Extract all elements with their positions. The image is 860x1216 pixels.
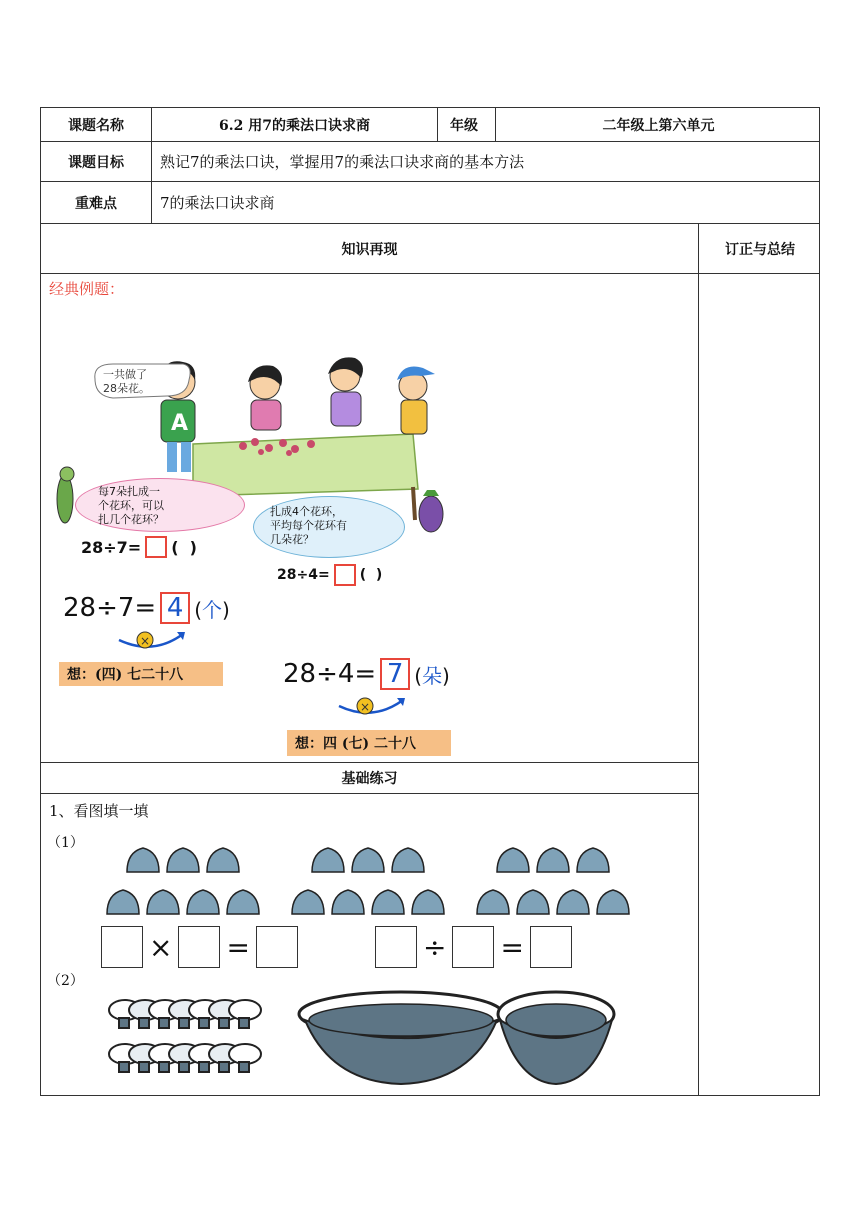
- goal-row: [40, 141, 820, 181]
- think-box-2: 想：四 (七) 二十八: [287, 730, 451, 756]
- girl-figures: [248, 357, 363, 430]
- equals-sign: =: [226, 930, 250, 964]
- knowledge-title: 知识再现: [341, 241, 398, 258]
- answer-box[interactable]: [530, 926, 572, 968]
- basket-right: [498, 992, 614, 1084]
- peach-icon: [392, 848, 424, 872]
- big-eq2-text: 28÷4=: [283, 659, 377, 689]
- goal-value: 熟记7的乘法口诀，掌握用7的乘法口诀求商的基本方法: [151, 142, 819, 181]
- small-eq1-text: 28÷7=: [81, 537, 142, 557]
- eggplant-figure: [419, 490, 443, 532]
- peach-icon: [477, 890, 509, 914]
- grade-value: 二年级上第六单元: [495, 108, 821, 141]
- divide-sign: ÷: [423, 930, 447, 964]
- content-row: [40, 273, 820, 1096]
- stone-base-icon: [199, 1018, 209, 1028]
- stone-base-icon: [179, 1062, 189, 1072]
- speech-bubble-eggplant: [253, 496, 405, 558]
- grade-label: 年级: [437, 108, 495, 141]
- basket-left: [299, 992, 503, 1084]
- big-eq1-answer: 4: [160, 592, 190, 624]
- q1-multiply-row: [101, 926, 298, 968]
- peach-icon: [127, 848, 159, 872]
- big-eq2-answer: 7: [380, 658, 410, 690]
- goal-label: 课题目标: [68, 154, 124, 171]
- topic-row: [40, 107, 820, 141]
- q1-divide-row: [375, 926, 572, 968]
- q2-illustration: [101, 990, 621, 1090]
- small-eq2-paren: ( ): [359, 567, 383, 583]
- peach-icon: [207, 848, 239, 872]
- equals-sign: =: [500, 930, 524, 964]
- cap-boy-figure: [397, 367, 435, 435]
- multiply-arrow-2: [333, 692, 413, 722]
- speech-boy-line-2: 28朵花。: [103, 382, 150, 395]
- small-eq1-box: [145, 536, 167, 558]
- answer-box[interactable]: [101, 926, 143, 968]
- peach-icon: [292, 890, 324, 914]
- answer-box[interactable]: [452, 926, 494, 968]
- peach-icon: [557, 890, 589, 914]
- peach-icon: [312, 848, 344, 872]
- speech-bubble-grasshopper: [75, 478, 245, 532]
- small-eq2-text: 28÷4=: [277, 567, 330, 583]
- review-column: [698, 274, 699, 1095]
- peach-icon: [497, 848, 529, 872]
- times-sign: ×: [149, 930, 173, 964]
- small-eq2-box: [334, 564, 356, 586]
- practice-title: 基础练习: [41, 762, 698, 794]
- svg-text:×: ×: [140, 634, 151, 648]
- peach-icon: [187, 890, 219, 914]
- peach-icon: [147, 890, 179, 914]
- speech-boy-line-1: 一共做了: [103, 368, 147, 381]
- example-title: 经典例题：: [49, 280, 125, 298]
- peach-icon: [537, 848, 569, 872]
- stone-base-icon: [139, 1018, 149, 1028]
- answer-box[interactable]: [256, 926, 298, 968]
- stone-base-icon: [119, 1062, 129, 1072]
- big-equation-2: 28÷4= 7 (朵): [283, 659, 450, 689]
- big-equation-1: 28÷7= 4 (个): [63, 593, 230, 623]
- peach-icon: [332, 890, 364, 914]
- small-eq1-paren: ( ): [171, 537, 197, 557]
- svg-text:A: A: [171, 411, 189, 436]
- peach-icon: [412, 890, 444, 914]
- small-equation-2: [277, 564, 382, 586]
- stone-base-icon: [219, 1062, 229, 1072]
- peach-icon: [517, 890, 549, 914]
- key-point-row: [40, 181, 820, 223]
- worksheet: [40, 107, 820, 1096]
- stone-base-icon: [239, 1018, 249, 1028]
- grasshopper-figure: [57, 467, 74, 523]
- big-eq1-text: 28÷7=: [63, 593, 157, 623]
- speech-bubble-boy: [95, 364, 190, 398]
- stone-base-icon: [199, 1062, 209, 1072]
- peach-icon: [372, 890, 404, 914]
- big-eq2-unit: 朵: [422, 663, 443, 688]
- think-box-1: 想：(四) 七二十八: [59, 662, 223, 686]
- peach-icon: [577, 848, 609, 872]
- stone-base-icon: [139, 1062, 149, 1072]
- answer-box[interactable]: [178, 926, 220, 968]
- key-point-value: 7的乘法口诀求商: [151, 182, 819, 223]
- review-title: 订正与总结: [698, 224, 821, 273]
- stone-base-icon: [159, 1018, 169, 1028]
- stone-base-icon: [159, 1062, 169, 1072]
- stone-base-icon: [239, 1062, 249, 1072]
- peach-icon: [107, 890, 139, 914]
- stone-base-icon: [119, 1018, 129, 1028]
- section-header-row: [40, 223, 820, 273]
- peach-icon: [352, 848, 384, 872]
- answer-box[interactable]: [375, 926, 417, 968]
- topic-value: 6.2 用7的乘法口诀求商: [151, 108, 437, 141]
- svg-text:×: ×: [360, 700, 371, 714]
- key-point-label: 重难点: [75, 195, 117, 212]
- peach-icon: [597, 890, 629, 914]
- peach-groups: [97, 836, 637, 922]
- topic-label: 课题名称: [68, 117, 124, 134]
- q1-title: 1、看图填一填: [49, 802, 149, 820]
- speech-eggplant-text: 扎成4个花环， 平均每个花环有 几朵花？: [270, 505, 347, 546]
- q1-sub2-label: （2）: [47, 973, 84, 989]
- q1-sub1-label: （1）: [47, 835, 84, 851]
- peach-icon: [167, 848, 199, 872]
- stone-base-icon: [219, 1018, 229, 1028]
- big-eq1-unit: 个: [202, 597, 223, 622]
- speech-grasshopper-text: 每7朵扎成一 个花环，可以 扎几个花环？: [98, 485, 164, 526]
- stone-base-icon: [179, 1018, 189, 1028]
- small-equation-1: [81, 536, 197, 558]
- multiply-arrow-1: [113, 626, 193, 656]
- peach-icon: [227, 890, 259, 914]
